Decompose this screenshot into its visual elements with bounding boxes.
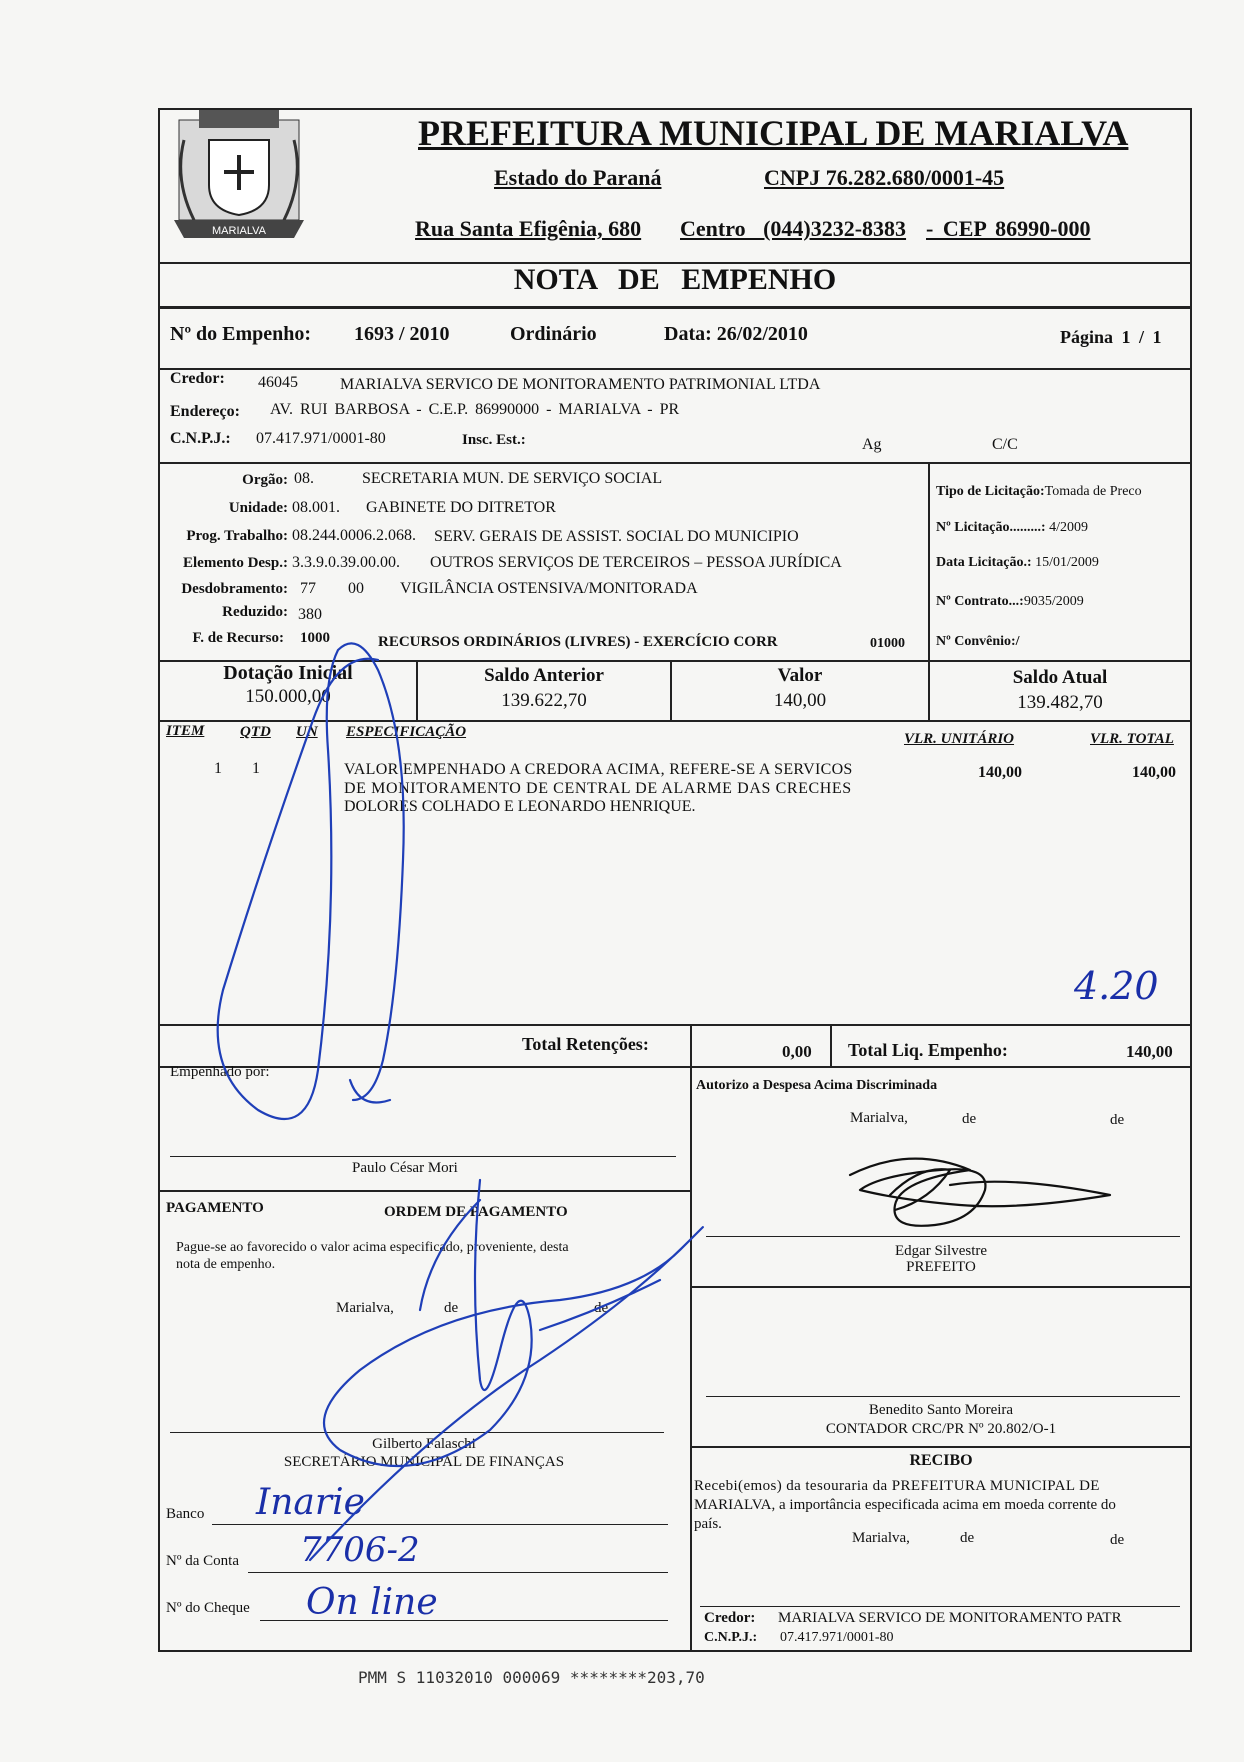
fonte-recurso-code: 1000 [300,630,330,646]
prog-trabalho-name: SERV. GERAIS DE ASSIST. SOCIAL DO MUNICIPIO [434,528,799,545]
prog-trabalho-label: Prog. Trabalho: [186,528,288,544]
col-qtd: QTD [240,724,271,740]
row-spec-line-2: DE MONITORAMENTO DE CENTRAL DE ALARME DAS CRECHES [344,780,852,797]
pagamento-de-2: de [594,1300,609,1316]
recibo-text-3: país. [694,1516,722,1532]
desdobramento-label: Desdobramento: [181,581,288,597]
endereco-label: Endereço: [170,403,240,420]
elemento-code: 3.3.9.0.39.00.00. [292,554,400,571]
desdobramento-name: VIGILÂNCIA OSTENSIVA/MONITORADA [400,580,698,597]
total-retencoes-label: Total Retenções: [522,1034,649,1054]
autorizo-title: Autorizo a Despesa Acima Discriminada [696,1078,938,1093]
finance-secretary-title: SECRETÁRIO MUNICIPAL DE FINANÇAS [283,1454,565,1470]
convenio-label: Nº Convênio:/ [936,634,1020,649]
unidade-code: 08.001. [292,499,340,516]
cc-label: C/C [992,436,1018,453]
state-label: Estado do Paraná [494,165,662,190]
cnpj-label: C.N.P.J.: [170,430,231,447]
page-indicator: Página 1 / 1 [1060,327,1162,347]
cheque-label: Nº do Cheque [166,1600,250,1616]
accountant-title: CONTADOR CRC/PR Nº 20.802/O-1 [825,1421,1057,1437]
saldo-anterior-label: Saldo Anterior [484,665,604,686]
svg-text:MARIALVA: MARIALVA [212,225,266,237]
tipo-licitacao-label: Tipo de Licitação:Tomada de Preco [936,484,1142,499]
valor-value: 140,00 [773,690,827,711]
elemento-label: Elemento Desp.: [183,555,288,571]
row-spec-line-3: DOLORES COLHADO E LEONARDO HENRIQUE. [344,798,696,815]
ag-label: Ag [862,436,882,453]
empenhado-por-name: Paulo César Mori [352,1160,458,1176]
document-title: NOTA DE EMPENHO [513,263,837,296]
credor-code: 46045 [258,374,298,391]
banco-label: Banco [166,1506,205,1522]
municipality-cep: - CEP 86990-000 [926,216,1091,241]
recibo-local: Marialva, [852,1530,910,1546]
recibo-de-2: de [1110,1532,1125,1548]
mayor-name: Edgar Silvestre [894,1243,988,1259]
desdobramento-code-a: 77 [300,580,316,597]
recibo-cnpj: 07.417.971/0001-80 [780,1630,894,1645]
accountant-name: Benedito Santo Moreira [868,1402,1014,1418]
total-retencoes-value: 0,00 [782,1042,812,1061]
insc-est-label: Insc. Est.: [462,432,526,448]
dotacao-inicial-value: 150.000,00 [245,686,331,707]
row-vlr-total: 140,00 [1132,764,1176,781]
empenho-number-label: Nº do Empenho: [170,323,312,345]
recibo-credor-label: Credor: [704,1610,756,1626]
pagamento-title: PAGAMENTO [166,1200,264,1216]
autorizo-local: Marialva, [850,1110,908,1126]
saldo-atual-value: 139.482,70 [1017,692,1103,713]
orgao-name: SECRETARIA MUN. DE SERVIÇO SOCIAL [362,470,663,487]
pagamento-text-2: nota de empenho. [176,1257,276,1272]
credor-label: Credor: [170,370,225,387]
fonte-recurso-name: RECURSOS ORDINÁRIOS (LIVRES) - EXERCÍCIO CORR [378,634,778,650]
municipality-title: PREFEITURA MUNICIPAL DE MARIALVA [418,113,1129,153]
municipality-phone: Centro (044)3232-8383 [680,216,907,241]
saldo-atual-label: Saldo Atual [1012,667,1108,688]
pagamento-text-1: Pague-se ao favorecido o valor acima especificado, proveniente, desta [176,1240,569,1255]
row-spec-line-1: VALOR EMPENHADO A CREDORA ACIMA, REFERE-SE A SERVICOS [344,761,853,778]
mayor-title: PREFEITO [906,1259,976,1275]
banco-value: Inarie [256,1482,365,1523]
contrato-label: Nº Contrato...:9035/2009 [936,594,1084,609]
row-qtd: 1 [252,760,260,777]
credor-cnpj: 07.417.971/0001-80 [256,430,386,447]
valor-label: Valor [777,665,823,686]
municipality-cnpj: CNPJ 76.282.680/0001-45 [764,165,1005,190]
num-licitacao-label: Nº Licitação.........: 4/2009 [936,520,1088,535]
col-vlr-unitario: VLR. UNITÁRIO [904,731,1015,747]
total-liq-value: 140,00 [1126,1042,1173,1061]
orgao-label: Orgão: [242,472,288,488]
handwritten-note: 4.20 [1074,964,1159,1008]
autorizo-de-1: de [962,1111,977,1127]
credor-address: AV. RUI BARBOSA - C.E.P. 86990000 - MARIALVA - PR [270,401,680,418]
prog-trabalho-code: 08.244.0006.2.068. [292,527,416,544]
col-vlr-total: VLR. TOTAL [1090,731,1174,747]
empenho-number: 1693 / 2010 [354,323,450,345]
recibo-credor-name: MARIALVA SERVICO DE MONITORAMENTO PATR [778,1610,1122,1626]
pagamento-de-1: de [444,1300,459,1316]
data-licitacao-label: Data Licitação.: 15/01/2009 [936,555,1099,570]
row-vlr-unitario: 140,00 [978,764,1022,781]
dotacao-inicial-label: Dotação Inicial [223,662,353,684]
total-liq-label: Total Liq. Empenho: [848,1040,1008,1060]
municipality-address: Rua Santa Efigênia, 680 [415,216,642,241]
saldo-anterior-value: 139.622,70 [501,690,587,711]
cheque-value: On line [306,1582,438,1623]
recibo-text-2: MARIALVA, a importância especificada acima em moeda corrente do [694,1497,1116,1513]
empenho-type: Ordinário [510,323,597,345]
fonte-recurso-label: F. de Recurso: [192,630,284,646]
reduzido-label: Reduzido: [222,604,288,620]
payment-stamp: PMM S 11032010 000069 ********203,70 [358,1668,705,1687]
orgao-code: 08. [294,470,314,487]
recibo-title: RECIBO [909,1452,973,1469]
recibo-text-1: Recebi(emos) da tesouraria da PREFEITURA MUNICIPAL DE [694,1478,1100,1494]
pagamento-local: Marialva, [336,1300,394,1316]
unidade-label: Unidade: [228,500,288,516]
recibo-de-1: de [960,1530,975,1546]
col-un: UN [296,724,318,740]
elemento-name: OUTROS SERVIÇOS DE TERCEIROS – PESSOA JURÍDICA [430,554,842,571]
fonte-recurso-code2: 01000 [870,636,905,651]
reduzido-value: 380 [298,606,322,623]
finance-secretary-name: Gilberto Falaschi [372,1436,476,1452]
recibo-cnpj-label: C.N.P.J.: [704,1630,758,1645]
row-item: 1 [214,760,222,777]
autorizo-de-2: de [1110,1112,1125,1128]
conta-value: 7706-2 [300,1530,420,1570]
empenho-date: Data: 26/02/2010 [664,323,808,345]
col-item: ITEM [166,723,205,739]
conta-label: Nº da Conta [166,1553,239,1569]
col-especificacao: ESPECIFICAÇÃO [346,724,467,740]
unidade-name: GABINETE DO DITRETOR [366,499,556,516]
credor-name: MARIALVA SERVICO DE MONITORAMENTO PATRIMONIAL LTDA [340,376,821,393]
empenhado-por-label: Empenhado por: [170,1064,270,1080]
ordem-pagamento-title: ORDEM DE PAGAMENTO [384,1204,568,1220]
desdobramento-code-b: 00 [348,580,364,597]
